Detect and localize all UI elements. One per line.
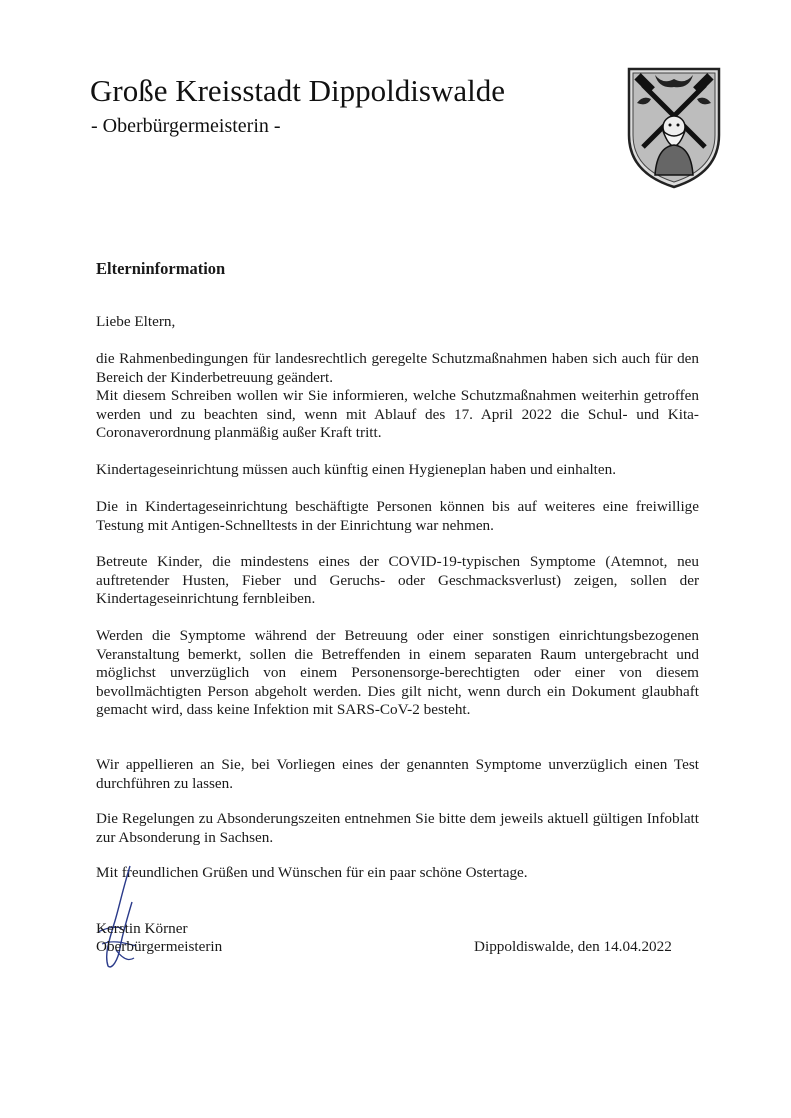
paragraph-3: Kindertageseinrichtung müssen auch künftig einen Hygieneplan haben und einhalten.	[96, 461, 617, 478]
place-date: Dippoldiswalde, den 14.04.2022	[474, 938, 672, 955]
letter-heading: Elterninformation	[96, 259, 226, 278]
paragraph-2: Mit diesem Schreiben wollen wir Sie informieren, welche Schutzmaßnahmen weiterhin getroffen werden und zu beachten sind, wenn mit Ablauf des 17. April 2022 die Schul- und Kita-Coronaverordnung planmäßig außer Kraft tritt.	[96, 387, 699, 441]
signer-name: Kerstin Körner	[96, 920, 188, 937]
salutation: Liebe Eltern,	[96, 313, 176, 330]
closing: Mit freundlichen Grüßen und Wünschen für ein paar schöne Ostertage.	[96, 864, 528, 881]
paragraph-4: Die in Kindertageseinrichtung beschäftigte Personen können bis auf weiteres eine freiwillige Testung mit Antigen-Schnelltests in der Einrichtung war nehmen.	[96, 498, 699, 534]
paragraph-5: Betreute Kinder, die mindestens eines der COVID-19-typischen Symptome (Atemnot, neu auftretender Husten, Fieber und Geruchs- oder Geschmacksverlust) zeigen, sollen der Kindertageseinrichtung fernbleiben.	[96, 553, 699, 607]
paragraph-8: Die Regelungen zu Absonderungszeiten entnehmen Sie bitte dem jeweils aktuell gültigen Infoblatt zur Absonderung in Sachsen.	[96, 810, 699, 846]
paragraph-6: Werden die Symptome während der Betreuung oder einer sonstigen einrichtungsbezogenen Veranstaltung bemerkt, sollen die Betreffenden in einem separaten Raum untergebracht und möglichst unverzüglich von einem Personensorge-berechtigten oder einer von diesem bevollmächtigten Person abgeholt werden. Dies gilt nicht, wenn durch ein Dokument glaubhaft gemacht wird, dass keine Infektion mit SARS-CoV-2 besteht.	[96, 627, 699, 718]
coat-of-arms-icon	[625, 65, 723, 190]
letterhead-subtitle: - Oberbürgermeisterin -	[91, 115, 281, 137]
paragraph-1: die Rahmenbedingungen für landesrechtlich geregelte Schutzmaßnahmen haben sich auch für den Bereich der Kinderbetreuung geändert.	[96, 350, 699, 386]
letterhead-title: Große Kreisstadt Dippoldiswalde	[90, 73, 505, 108]
signer-title: Oberbürgermeisterin	[96, 938, 223, 955]
paragraph-7: Wir appellieren an Sie, bei Vorliegen eines der genannten Symptome unverzüglich einen Test durchführen zu lassen.	[96, 756, 699, 792]
